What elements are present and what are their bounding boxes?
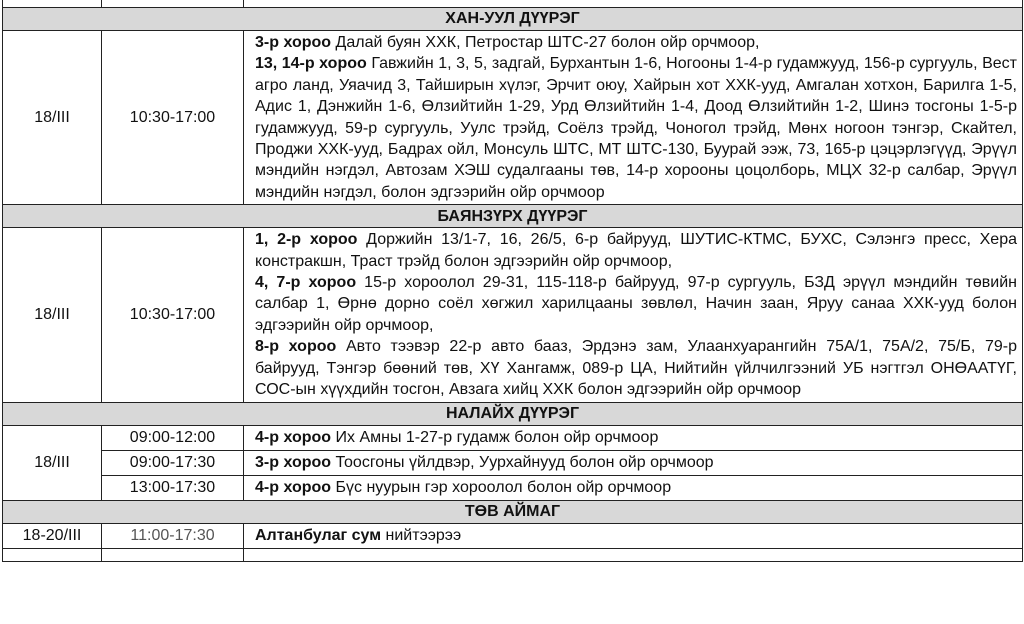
area-text: Тоосгоны үйлдвэр, Уурхайнууд болон ойр орчмоор (335, 453, 714, 471)
schedule-row (3, 228, 1023, 402)
khoroo-label: 3-р хороо (255, 453, 332, 471)
area-text: Гавжийн 1, 3, 5, задгай, Бурхантын 1-6, Ногооны 1-4-р гудамжууд, 156-р сургууль, Вест агро ланд, Уяачид 3, Тайширын хүлэг, Эрчит оюу, Хайрын хот ХХК-ууд, Амгалан хотхон, Барилга 1-5, Адис 1, Дэнжийн 1-6, Өлзийтийн 1-29, Урд Өлзийтийн 1-4, Доод Өлзийтийн 1-2, Шинэ тосгоны 1-5-р гудамжууд, 59-р сургууль, Уулс трэйд, Соёлз трэйд, Чоногол трэйд, Мөнх ногоон тэнгэр, Скайтел, Проджи ХХК-ууд, Бадрах ойл, Монсуль ШТС, МТ ШТС-130, Буурай ээж, 73, 165-р цэцэрлэгүүд, Эрүүл мэндийн нэгдэл, Автозам ХЭШ судалгааны төв, 14-р хорооны цоцолборь, МЦХ 32-р салбар, Эрүүл мэндийн нэгдэл, болон эдгээрийн ойр орчмоор (255, 55, 1018, 201)
khoroo-label: 4-р хороо (255, 478, 332, 496)
power-outage-schedule-table (2, 0, 1023, 562)
district-name: ХАН-УУЛ ДҮҮРЭГ (3, 8, 1023, 31)
area-entry (255, 229, 1017, 272)
area-entry (255, 272, 1017, 336)
area-text: Доржийн 13/1-7, 16, 26/5, 6-р байрууд, ШУТИС-КТМС, БУХС, Сэлэнгэ пресс, Хера констракшн, Траст трэйд болон эдгээрийн ойр орчмоор, (255, 231, 1017, 270)
date-cell: 18/III (3, 425, 102, 500)
schedule-row (3, 31, 1023, 205)
district-name: БАЯНЗҮРХ ДҮҮРЭГ (3, 205, 1023, 228)
khoroo-label: Алтанбулаг сум (255, 526, 382, 544)
date-cell: 18/III (3, 228, 102, 402)
date-cell: 18/III (3, 31, 102, 205)
khoroo-label: 8-р хороо (255, 338, 337, 356)
schedule-row (3, 425, 1023, 450)
district-header-bayanzurkh (3, 205, 1023, 228)
cut-off-row (3, 0, 1023, 8)
time-cell: 13:00-17:30 (102, 475, 244, 500)
khoroo-label: 1, 2-р хороо (255, 231, 358, 249)
district-name: НАЛАЙХ ДҮҮРЭГ (3, 402, 1023, 425)
area-cell (244, 228, 1023, 402)
area-cell (244, 425, 1023, 450)
time-cell: 09:00-17:30 (102, 450, 244, 475)
district-name: ТӨВ АЙМАГ (3, 500, 1023, 523)
area-entry (255, 53, 1017, 203)
schedule-row (3, 450, 1023, 475)
khoroo-label: 4-р хороо (255, 428, 332, 446)
area-text: 15-р хороолол 29-31, 115-118-р байрууд, 97-р сургууль, БЗД эрүүл мэндийн төвийн салбар 1, Өрнө дорно соёл хөгжил харилцааны зөвлөл, Начин заан, Яруу санаа ХХК-ууд болон эдгээрийн ойр орчмоор, (255, 274, 1017, 334)
area-entry (255, 32, 1017, 53)
area-cell (244, 475, 1023, 500)
area-cell (244, 450, 1023, 475)
district-header-nalaikh (3, 402, 1023, 425)
area-cell (244, 523, 1023, 548)
khoroo-label: 13, 14-р хороо (255, 55, 367, 73)
area-text: Их Амны 1-27-р гудамж болон ойр орчмоор (335, 428, 659, 446)
time-cell: 10:30-17:00 (102, 31, 244, 205)
schedule-row (3, 523, 1023, 548)
district-header-khan-uul (3, 8, 1023, 31)
khoroo-label: 3-р хороо (255, 34, 332, 51)
date-cell: 18-20/III (3, 523, 102, 548)
area-text: Далай буян ХХК, Петростар ШТС-27 болон ойр орчмоор, (335, 34, 760, 51)
time-cell: 11:00-17:30 (102, 523, 244, 548)
area-text: нийтээрээ (385, 526, 462, 544)
area-entry (255, 336, 1017, 400)
time-cell: 09:00-12:00 (102, 425, 244, 450)
area-cell (244, 31, 1023, 205)
area-text: Авто тээвэр 22-р авто бааз, Эрдэнэ зам, Улаанхуарангийн 75А/1, 75А/2, 75/Б, 79-р байрууд, Тэнгэр бөөний төв, ХҮ Хангамж, 089-р ЦА, Нийтийн үйлчилгээний УБ нэгтгэл ОНӨААТҮГ, СОС-ын хүүхдийн тосгон, Авзага хийц ХХК болон эдгээрийн ойр орчмоор (255, 338, 1017, 399)
schedule-row (3, 475, 1023, 500)
area-text: Бүс нуурын гэр хороолол болон ойр орчмоор (335, 478, 672, 496)
district-header-tuv-aimag (3, 500, 1023, 523)
cut-off-row (3, 548, 1023, 561)
khoroo-label: 4, 7-р хороо (255, 274, 357, 292)
time-cell: 10:30-17:00 (102, 228, 244, 402)
